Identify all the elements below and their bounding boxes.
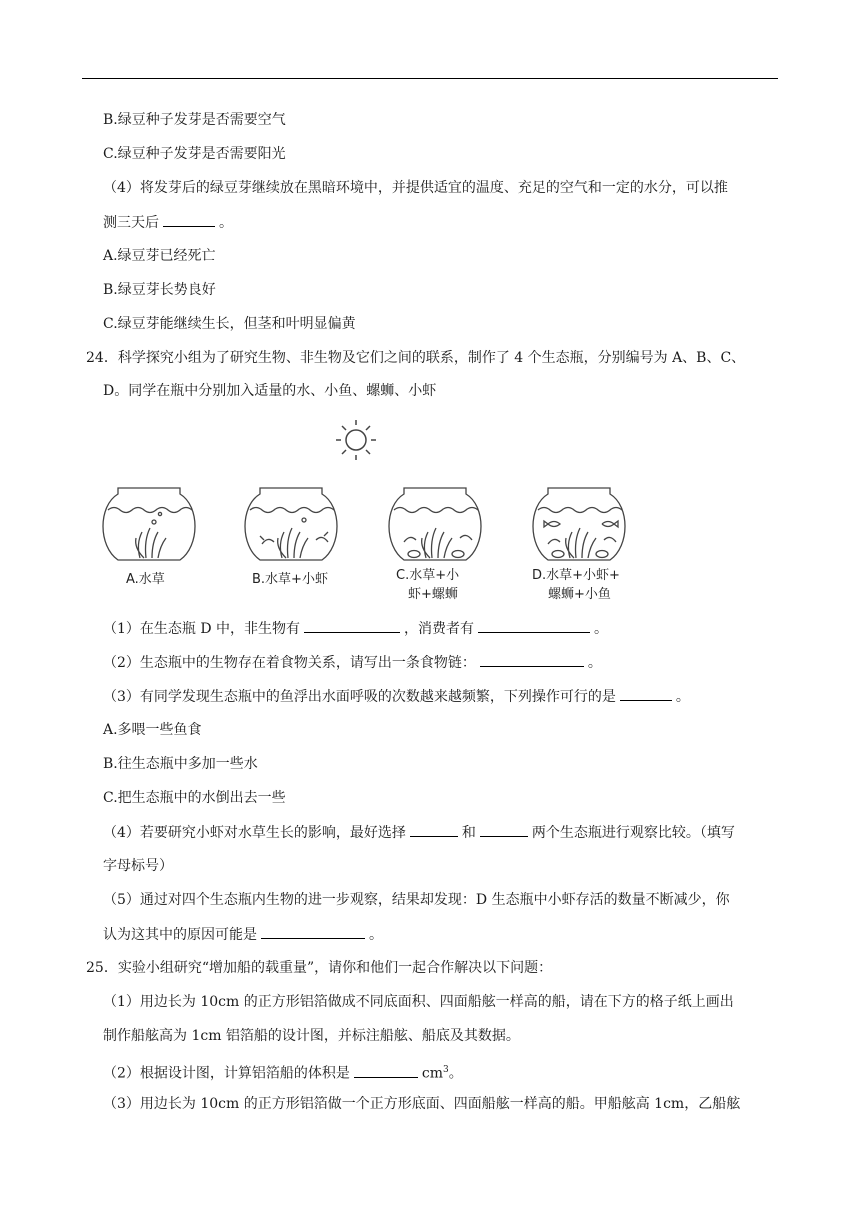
answer-blank[interactable] <box>478 618 590 633</box>
option-a-feed: A.多喂一些鱼食 <box>103 722 202 738</box>
jar-b <box>245 488 337 560</box>
shrimp-icon <box>404 535 472 542</box>
sun-icon <box>336 420 376 460</box>
answer-blank[interactable] <box>620 686 672 701</box>
q24-sub5-line2 <box>103 924 383 945</box>
option-c-yellow: C.绿豆芽能继续生长，但茎和叶明显偏黄 <box>103 316 356 332</box>
q24-sub5-end: 。 <box>369 927 383 943</box>
question-24-line1: 24．科学探究小组为了研究生物、非生物及它们之间的联系，制作了 4 个生态瓶，分别编号为 A、B、C、 <box>86 350 746 366</box>
option-c-pour: C.把生态瓶中的水倒出去一些 <box>103 790 286 806</box>
q25-sub1: （1）用边长为 10cm 的正方形铝箔做成不同底面积、四面船舷一样高的船，请在下方的格子纸上画出 <box>103 994 734 1010</box>
jar-d-label-2: 螺蛳+小鱼 <box>548 587 611 602</box>
jar-d <box>533 488 625 560</box>
answer-blank[interactable] <box>163 212 215 227</box>
q24-sub2-end: 。 <box>587 655 602 671</box>
answer-blank[interactable] <box>354 1063 418 1078</box>
q24-sub3 <box>103 686 690 707</box>
q25-sub1-line2: 制作船舷高为 1cm 铝箔船的设计图，并标注船舷、船底及其数据。 <box>103 1028 520 1044</box>
fish-icon <box>544 521 560 527</box>
question-4-prefix: 测三天后 <box>103 215 159 231</box>
option-a-dead: A.绿豆芽已经死亡 <box>103 248 216 264</box>
question-4-suffix: 。 <box>219 215 233 231</box>
option-b-water: B.往生态瓶中多加一些水 <box>103 756 258 772</box>
eco-bottle-figure <box>96 414 656 610</box>
q24-sub1-end: 。 <box>594 621 609 637</box>
jar-b-label: B.水草+小虾 <box>252 572 328 587</box>
q24-sub1-text: （1）在生态瓶 D 中，非生物有 <box>103 621 301 637</box>
q24-sub1 <box>103 618 608 639</box>
jar-a-label: A.水草 <box>126 572 165 587</box>
q24-sub4 <box>103 822 735 843</box>
answer-blank[interactable] <box>261 924 365 939</box>
q24-sub3-end: 。 <box>675 689 690 705</box>
snail-icon <box>596 551 608 558</box>
q24-sub1-mid: ，消费者有 <box>404 621 475 637</box>
answer-blank[interactable] <box>480 652 584 667</box>
fish-icon <box>602 521 618 527</box>
jar-a <box>103 488 195 560</box>
q24-sub2-text: （2）生态瓶中的生物存在着食物关系，请写出一条食物链： <box>103 655 476 671</box>
q24-sub4-line2: 字母标号） <box>103 858 173 874</box>
q25-sub3: （3）用边长为 10cm 的正方形铝箔做一个正方形底面、四面船舷一样高的船。甲船舷高 1cm，乙船舷 <box>103 1096 741 1112</box>
q24-sub4-text: （4）若要研究小虾对水草生长的影响，最好选择 <box>103 825 406 841</box>
q24-sub5-text: 认为这其中的原因可能是 <box>103 927 257 943</box>
q25-sub2-end: 。 <box>448 1065 463 1082</box>
snail-icon <box>452 551 464 558</box>
q25-sub2-text: （2）根据设计图，计算铝箔船的体积是 <box>103 1065 350 1082</box>
option-b-air: B.绿豆种子发芽是否需要空气 <box>103 112 286 128</box>
answer-blank[interactable] <box>304 618 400 633</box>
answer-blank[interactable] <box>480 822 528 837</box>
question-24-line2: D。同学在瓶中分别加入适量的水、小鱼、螺蛳、小虾 <box>103 383 437 399</box>
unit-cm: cm <box>421 1065 444 1082</box>
shrimp-icon <box>260 532 328 544</box>
question-4-line2 <box>103 212 233 233</box>
snail-icon <box>408 551 420 558</box>
q24-sub4-rest: 两个生态瓶进行观察比较。（填写 <box>531 825 735 841</box>
q24-sub2 <box>103 652 602 673</box>
q25-sub2 <box>103 1060 463 1084</box>
snail-icon <box>552 551 564 558</box>
jar-c <box>389 488 481 560</box>
q24-sub4-and: 和 <box>461 825 476 841</box>
shrimp-icon <box>548 537 616 544</box>
eco-bottle-illustration <box>96 414 656 610</box>
answer-blank[interactable] <box>410 822 458 837</box>
option-c-sun: C.绿豆种子发芽是否需要阳光 <box>103 146 286 162</box>
option-b-good: B.绿豆芽长势良好 <box>103 282 216 298</box>
question-4-text: （4）将发芽后的绿豆芽继续放在黑暗环境中，并提供适宜的温度、充足的空气和一定的水分，可以推 <box>103 180 728 196</box>
unit-exponent: 3 <box>443 1065 449 1075</box>
jar-c-label-2: 虾+螺蛳 <box>408 587 458 602</box>
q24-sub5: （5）通过对四个生态瓶内生物的进一步观察，结果却发现：D 生态瓶中小虾存活的数量不断减少，你 <box>103 892 730 908</box>
header-rule <box>82 78 778 79</box>
q24-sub3-text: （3）有同学发现生态瓶中的鱼浮出水面呼吸的次数越来越频繁，下列操作可行的是 <box>103 689 616 705</box>
jar-d-label-1: D.水草+小虾+ <box>532 568 620 583</box>
jar-c-label-1: C.水草+小 <box>396 568 460 583</box>
question-25-title: 25．实验小组研究“增加船的载重量”，请你和他们一起合作解决以下问题： <box>86 960 553 976</box>
